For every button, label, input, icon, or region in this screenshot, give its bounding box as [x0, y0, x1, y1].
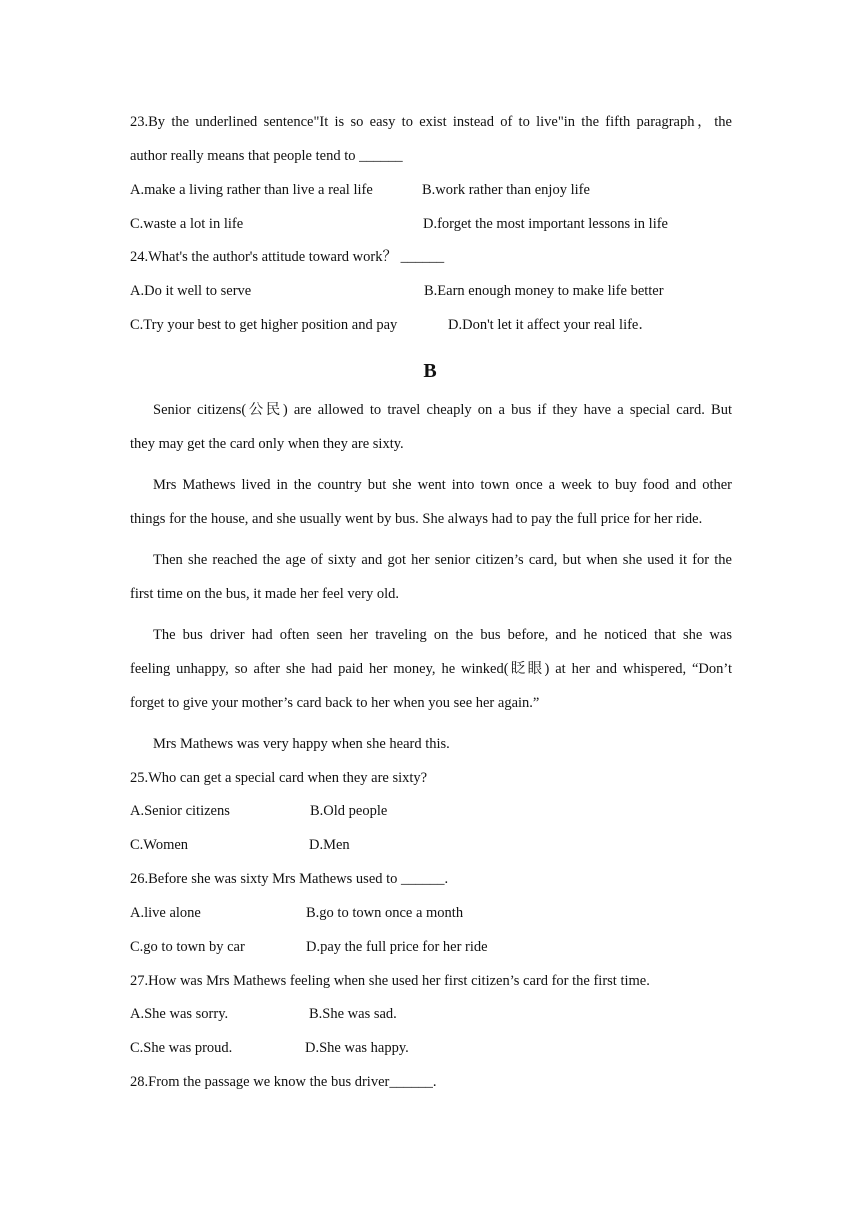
q26-option-c: C.go to town by car — [130, 939, 245, 955]
q23-option-d: D.forget the most important lessons in life — [423, 216, 668, 232]
q25-option-c: C.Women — [130, 837, 189, 853]
passage-p4-line1: The bus driver had often seen her traveling on the bus before, and he noticed that she was — [153, 627, 732, 643]
q25-stem: 25.Who can get a special card when they are sixty? — [130, 770, 428, 786]
passage-p4-line2: feeling unhappy, so after she had paid her money, he winked(眨眼) at her and whispered, “Don’t — [130, 661, 732, 677]
q26-option-a: A.live alone — [130, 905, 201, 921]
q27-option-d: D.She was happy. — [305, 1040, 409, 1056]
q26-options-row2 — [130, 938, 732, 956]
q23-options-row2 — [130, 215, 732, 233]
q23-options-row1 — [130, 181, 732, 199]
q27-options-row1 — [130, 1005, 732, 1023]
q26-options-row1 — [130, 904, 732, 922]
q24-options-row2 — [130, 316, 732, 334]
q27-option-c: C.She was proud. — [130, 1040, 233, 1056]
q24-stem: 24.What's the author's attitude toward work？ ______ — [130, 249, 445, 265]
q28-stem: 28.From the passage we know the bus driver______. — [130, 1074, 437, 1090]
q25-options-row1 — [130, 802, 732, 820]
q27-stem: 27.How was Mrs Mathews feeling when she used her first citizen’s card for the first time. — [130, 973, 650, 989]
q24-option-b: B.Earn enough money to make life better — [424, 283, 664, 299]
passage-p1-line1: Senior citizens(公民) are allowed to travel cheaply on a bus if they have a special card. But — [153, 402, 732, 418]
q23-option-c: C.waste a lot in life — [130, 216, 244, 232]
q27-option-a: A.She was sorry. — [130, 1006, 229, 1022]
q24-options-row1 — [130, 282, 732, 300]
passage-p3-line2: first time on the bus, it made her feel very old. — [130, 586, 399, 602]
q25-option-a: A.Senior citizens — [130, 803, 230, 819]
q24-option-d: D.Don't let it affect your real life． — [448, 317, 653, 333]
passage-p4-line3: forget to give your mother’s card back to her when you see her again.” — [130, 695, 540, 711]
q26-option-b: B.go to town once a month — [306, 905, 464, 921]
q23-stem-line1: 23.By the underlined sentence"It is so easy to exist instead of to live"in the fifth paragraph，the — [130, 114, 732, 130]
q23-option-b: B.work rather than enjoy life — [422, 182, 590, 198]
passage-p2-line1: Mrs Mathews lived in the country but she went into town once a week to buy food and other — [153, 477, 732, 493]
passage-p3-line1: Then she reached the age of sixty and got her senior citizen’s card, but when she used it for the — [153, 552, 732, 568]
passage-p2-line2: things for the house, and she usually went by bus. She always had to pay the full price for her ride. — [130, 511, 703, 527]
q27-options-row2 — [130, 1039, 732, 1057]
q27-option-b: B.She was sad. — [309, 1006, 397, 1022]
passage-p1-line2: they may get the card only when they are sixty. — [130, 436, 404, 452]
q26-option-d: D.pay the full price for her ride — [306, 939, 488, 955]
q23-stem-line2: author really means that people tend to ______ — [130, 148, 403, 164]
passage-p5-line1: Mrs Mathews was very happy when she heard this. — [153, 736, 450, 752]
q26-stem: 26.Before she was sixty Mrs Mathews used to ______. — [130, 871, 449, 887]
q25-options-row2 — [130, 836, 732, 854]
q24-option-a: A.Do it well to serve — [130, 283, 252, 299]
section-heading-b: B — [423, 360, 437, 382]
q25-option-b: B.Old people — [310, 803, 388, 819]
q24-option-c: C.Try your best to get higher position and pay — [130, 317, 398, 333]
q25-option-d: D.Men — [309, 837, 350, 853]
q23-option-a: A.make a living rather than live a real life — [130, 182, 373, 198]
